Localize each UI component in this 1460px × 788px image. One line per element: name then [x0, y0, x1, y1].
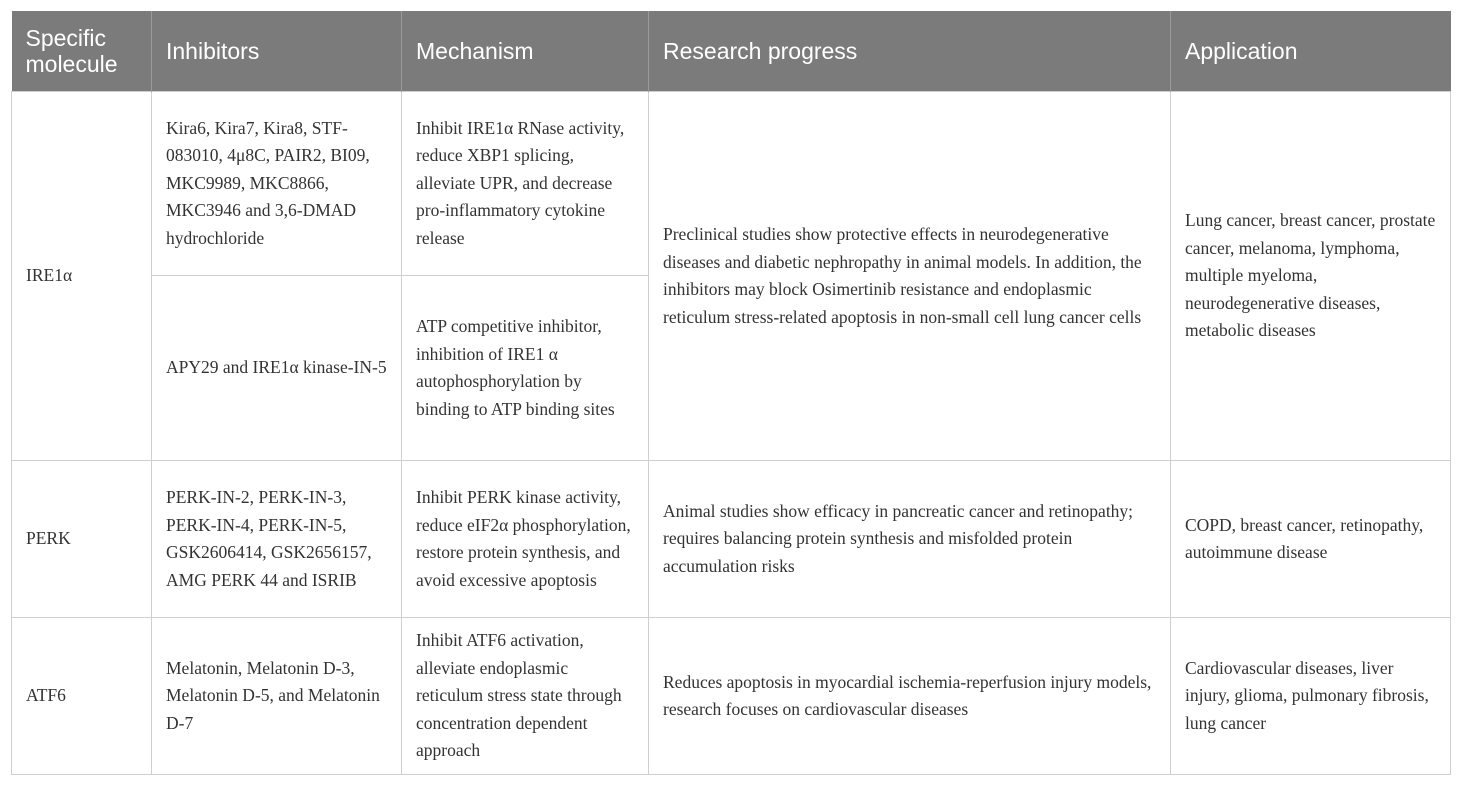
mechanism-cell: Inhibit PERK kinase activity, reduce eIF2α phosphorylation, restore protein synthesis, and avoid excessive apoptosis [402, 461, 649, 618]
inhibitors-cell: Melatonin, Melatonin D-3, Melatonin D-5, and Melatonin D-7 [152, 618, 402, 775]
header-research-progress: Research progress [649, 11, 1171, 92]
header-row [12, 11, 1451, 92]
molecule-cell: ATF6 [12, 618, 152, 775]
research-progress-cell: Preclinical studies show protective effects in neurodegenerative diseases and diabetic nephropathy in animal models. In addition, the inhibitors may block Osimertinib resistance and endoplasmic reticulum stress-related apoptosis in non-small cell lung cancer cells [649, 92, 1171, 461]
table-row [12, 461, 1451, 618]
table-container [11, 11, 1450, 775]
application-cell: Lung cancer, breast cancer, prostate cancer, melanoma, lymphoma, multiple myeloma, neurodegenerative diseases, metabolic diseases [1171, 92, 1451, 461]
inhibitors-cell: PERK-IN-2, PERK-IN-3, PERK-IN-4, PERK-IN-5, GSK2606414, GSK2656157, AMG PERK 44 and ISRIB [152, 461, 402, 618]
table-row [12, 92, 1451, 276]
header-inhibitors: Inhibitors [152, 11, 402, 92]
header-mechanism: Mechanism [402, 11, 649, 92]
mechanism-cell: Inhibit IRE1α RNase activity, reduce XBP1 splicing, alleviate UPR, and decrease pro-inflammatory cytokine release [402, 92, 649, 276]
mechanism-cell: Inhibit ATF6 activation, alleviate endoplasmic reticulum stress state through concentration dependent approach [402, 618, 649, 775]
application-cell: COPD, breast cancer, retinopathy, autoimmune disease [1171, 461, 1451, 618]
header-application: Application [1171, 11, 1451, 92]
inhibitors-cell: Kira6, Kira7, Kira8, STF-083010, 4μ8C, PAIR2, BI09, MKC9989, MKC8866, MKC3946 and 3,6-DMAD hydrochloride [152, 92, 402, 276]
table-row [12, 618, 1451, 775]
research-progress-cell: Animal studies show efficacy in pancreatic cancer and retinopathy; requires balancing protein synthesis and misfolded protein accumulation risks [649, 461, 1171, 618]
research-progress-cell: Reduces apoptosis in myocardial ischemia-reperfusion injury models, research focuses on cardiovascular diseases [649, 618, 1171, 775]
application-cell: Cardiovascular diseases, liver injury, glioma, pulmonary fibrosis, lung cancer [1171, 618, 1451, 775]
molecule-cell: IRE1α [12, 92, 152, 461]
inhibitors-cell: APY29 and IRE1α kinase-IN-5 [152, 276, 402, 461]
molecule-cell: PERK [12, 461, 152, 618]
mechanism-cell: ATP competitive inhibitor, inhibition of IRE1 α autophosphorylation by binding to ATP binding sites [402, 276, 649, 461]
inhibitors-table [11, 11, 1451, 775]
header-specific-molecule: Specific molecule [12, 11, 152, 92]
